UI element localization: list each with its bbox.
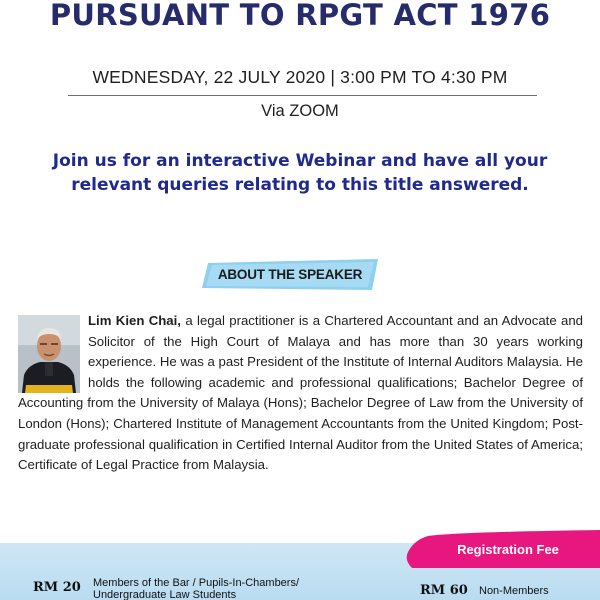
event-venue: Via ZOOM — [261, 102, 339, 120]
registration-fee-banner — [398, 530, 600, 568]
about-speaker-banner — [202, 259, 378, 290]
fee-description-non-members: Non-Members — [479, 585, 549, 597]
registration-fee-label: Registration Fee — [457, 542, 559, 557]
fee-amount-members: RM 20 — [33, 580, 81, 595]
invitation-text: Join us for an interactive Webinar and have all your relevant queries relating to this title answered. — [52, 151, 548, 195]
divider — [68, 95, 537, 96]
speaker-bio-text: a legal practitioner is a Chartered Accountant and an Advocate and Solicitor of the High Court of Malaya and has more than 30 years working experience. He was a past President of the Institute of Internal Auditors Malaysia. He holds the following academic and professional qualifications; Bachelor Degree of Accounting from the University of Malaya (Hons); Bachelor Degree of Law from the University of London (Hons); Chartered Institute of Management Accountants from the United Kingdom; Post-graduate professional qualification in Certified Internal Auditor from the United States of America; Certificate of Legal Practice from Malaysia. — [18, 313, 584, 473]
speaker-name: Lim Kien Chai, — [88, 313, 181, 328]
fee-amount-non-members: RM 60 — [420, 583, 468, 598]
about-speaker-label: ABOUT THE SPEAKER — [217, 267, 363, 282]
fee-description-members: Members of the Bar / Pupils-In-Chambers/ Undergraduate Law Students — [93, 577, 300, 600]
speaker-bio — [18, 311, 583, 476]
page-title: PURSUANT TO RPGT ACT 1976 — [49, 0, 551, 32]
event-datetime: WEDNESDAY, 22 JULY 2020 | 3:00 PM TO 4:30 PM — [92, 67, 508, 87]
